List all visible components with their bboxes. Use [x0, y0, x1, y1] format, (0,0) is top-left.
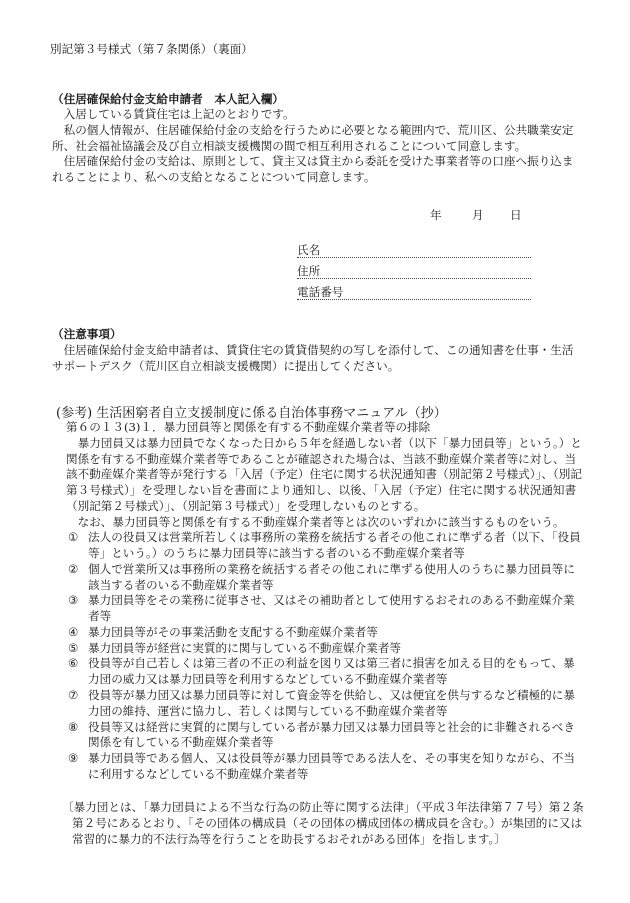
- applicant-heading: （住居確保給付金支給申請者 本人記入欄）: [52, 92, 284, 106]
- reference-list-item: [66, 593, 586, 625]
- applicant-para-3: 住居確保給付金の支給は、原則として、貸主又は貸主から委託を受けた事業者等の口座へ振り込まれることにより、私への支給となることについて同意します。: [52, 154, 574, 185]
- reference-footnote: [62, 800, 584, 847]
- list-item-text: 法人の役員又は営業所若しくは事務所の業務を統括する者その他これに準ずる者（以下、「役員等」という。）のうちに暴力団員等に該当する者のいる不動産媒介業者等: [88, 530, 581, 561]
- applicant-para-2: 私の個人情報が、住居確保給付金の支給を行うために必要となる範囲内で、荒川区、公共職業安定所、社会福祉協議会及び自立相談支援機関の間で相互利用されることについて同意します。: [52, 122, 574, 153]
- reference-list-item: [66, 530, 586, 562]
- phone-label: 電話番号: [297, 285, 344, 299]
- list-item-number: ②: [68, 561, 79, 576]
- list-item-number: ⑨: [68, 751, 79, 766]
- reference-list-item: [66, 720, 586, 752]
- reference-list-item: [66, 625, 586, 641]
- date-day-label: 日: [510, 208, 522, 222]
- list-item-number: ③: [68, 593, 79, 608]
- list-item-number: ⑥: [68, 656, 79, 671]
- footnote-text: 〔暴力団とは、「暴力団員による不当な行為の防止等に関する法律」（平成３年法律第７７号）第２条第２号にあるとおり、「その団体の構成員（その団体の構成団体の構成員を含む。）が集団的に又は常習的に暴力的不法行為等を行うことを助長するおそれがある団体」を指します。〕: [62, 800, 584, 846]
- address-label: 住所: [297, 264, 321, 278]
- reference-para-1: 暴力団員又は暴力団員でなくなった日から５年を経過しない者（以下「暴力団員等」という。）と関係を有する不動産媒介業者等であることが確認された場合は、当該不動産媒介業者等に対し、当該不動産媒介業者等が発行する「入居（予定）住宅に関する状況通知書（別記第２号様式）」、（別記第３号様式）」を受理しない旨を書面により通知し、以後、「入居（予定）住宅に関する状況通知書（別記第２号様式）」、（別記第３号様式）」を受理しないものとする。: [66, 435, 582, 513]
- reference-list-item: [66, 656, 586, 688]
- list-item-number: ⑤: [68, 640, 79, 655]
- list-item-text: 暴力団員等が経営に実質的に関与している不動産媒介業者等: [88, 640, 402, 655]
- reference-para-2: なお、暴力団員等と関係を有する不動産媒介業者等とは次のいずれかに該当するものをいう。: [77, 514, 565, 529]
- notes-body: [52, 343, 584, 375]
- reference-body: [66, 420, 586, 783]
- notes-text: 住居確保給付金支給申請者は、賃貸住宅の賃貸借契約の写しを添付して、この通知書を仕事・生活サポートデスク（荒川区自立相談支援機関）に提出してください。: [52, 343, 574, 373]
- reference-list-item: [66, 688, 586, 720]
- list-item-number: ⑧: [68, 719, 79, 734]
- reference-title: (参考) 生活困窮者自立支援制度に係る自治体事務マニュアル（抄）: [56, 406, 447, 421]
- list-item-text: 暴力団員等をその業務に従事させ、又はその補助者として使用するおそれのある不動産媒介業者等: [88, 593, 575, 624]
- list-item-text: 役員等が暴力団又は暴力団員等に対して資金等を供給し、又は便宜を供与するなど積極的に暴力団の維持、運営に協力し、若しくは関与している不動産媒介業者等: [88, 688, 575, 718]
- reference-list: [66, 530, 586, 782]
- date-month-label: 月: [472, 208, 484, 222]
- list-item-text: 役員等又は経営に実質的に関与している者が暴力団又は暴力団員等と社会的に非難されるべき関係を有している不動産媒介業者等: [88, 719, 575, 750]
- list-item-text: 暴力団員等がその事業活動を支配する不動産媒介業者等: [88, 624, 378, 639]
- list-item-number: ①: [68, 530, 79, 545]
- reference-list-item: [66, 562, 586, 594]
- date-year-label: 年: [430, 208, 442, 222]
- address-field[interactable]: [297, 264, 531, 279]
- name-label: 氏名: [297, 243, 321, 257]
- notes-heading: （注意事項）: [52, 327, 122, 341]
- list-item-text: 暴力団員等である個人、又は役員等が暴力団員等である法人を、その事実を知りながら、不当に利用するなどしている不動産媒介業者等: [88, 751, 575, 781]
- list-item-text: 役員等が自己若しくは第三者の不正の利益を図り又は第三者に損害を加える目的をもって、暴力団の威力又は暴力団員等を利用するなどしている不動産媒介業者等: [88, 656, 575, 687]
- phone-field[interactable]: [297, 285, 531, 300]
- form-header: 別記第３号様式（第７条関係）（裏面）: [50, 42, 253, 56]
- name-field[interactable]: [297, 243, 531, 258]
- reference-list-item: [66, 751, 586, 783]
- list-item-number: ④: [68, 624, 79, 639]
- applicant-body: [52, 107, 584, 186]
- reference-subtitle: 第６の１３(3)１．暴力団員等と関係を有する不動産媒介業者等の排除: [66, 420, 431, 434]
- applicant-para-1: 入居している賃貸住宅は上記のとおりです。: [63, 107, 295, 121]
- list-item-number: ⑦: [68, 688, 79, 703]
- reference-list-item: [66, 641, 586, 657]
- list-item-text: 個人で営業所又は事務所の業務を統括する者その他これに準ずる使用人のうちに暴力団員等に該当する者のいる不動産媒介業者等: [88, 561, 575, 592]
